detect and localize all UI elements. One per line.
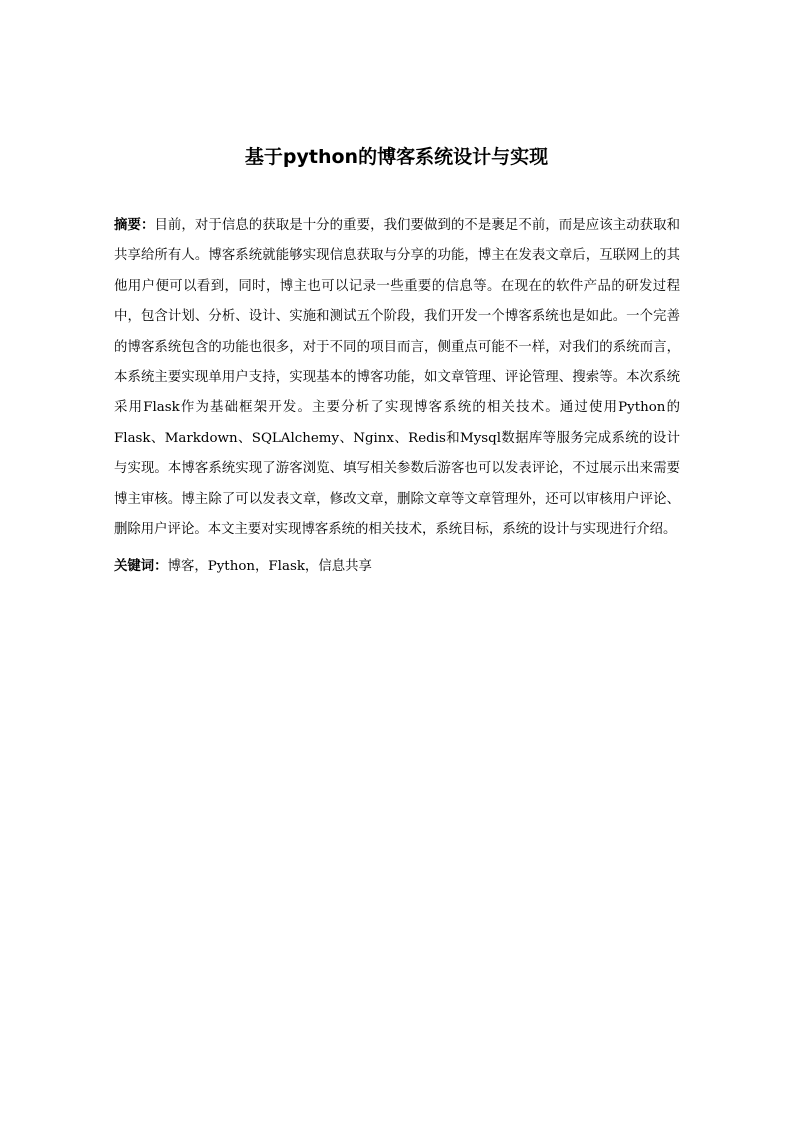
abstract-label: 摘要： — [114, 218, 155, 233]
keywords-text: 博客，Python，Flask，信息共享 — [167, 559, 372, 574]
page-title: 基于python的博客系统设计与实现 — [244, 146, 549, 168]
abstract-text: 目前，对于信息的获取是十分的重要，我们要做到的不是裹足不前，而是应该主动获取和共享给所有人。博客系统就能够实现信息获取与分享的功能，博主在发表文章后，互联网上的其他用户便可以看到，同时，博主也可以记录一些重要的信息等。在现在的软件产品的研发过程中，包含计划、分析、设计、实施和测试五个阶段，我们开发一个博客系统也是如此。一个完善的博客系统包含的功能也很多，对于不同的项目而言，侧重点可能不一样，对我们的系统而言，本系统主要实现单用户支持，实现基本的博客功能，如文章管理、评论管理、搜索等。本次系统采用Flask作为基础框架开发。主要分析了实现博客系统的相关技术。通过使用Python的Flask、Markdown、SQLAlchemy、Nginx、Redis和Mysql数据库等服务完成系统的设计与实现。本博客系统实现了游客浏览、填写相关参数后游客也可以发表评论，不过展示出来需要博主审核。博主除了可以发表文章，修改文章，删除文章等文章管理外，还可以审核用户评论、删除用户评论。本文主要对实现博客系统的相关技术，系统目标，系统的设计与实现进行介绍。 — [114, 218, 680, 538]
abstract-paragraph — [114, 211, 680, 545]
keywords-label: 关键词： — [114, 559, 168, 574]
keywords-paragraph — [114, 555, 680, 579]
